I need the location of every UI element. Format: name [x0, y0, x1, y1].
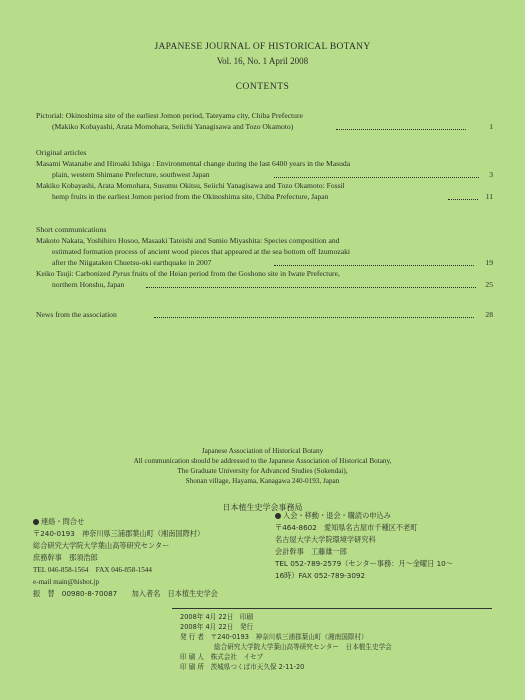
journal-title: JAPANESE JOURNAL OF HISTORICAL BOTANY [154, 42, 371, 52]
short2-title: fruits of the Heian period from the Goshono site in Iwate Prefecture, [130, 269, 340, 278]
pictorial-title: Okinoshima site of the earliest Jomon period, Tateyama city, Chiba Prefecture [63, 111, 303, 120]
short1-title-end: after the Niigataken Chuetsu-oki earthquake in 2007 [52, 258, 212, 267]
article1-title-end: plain, western Shimane Prefecture, southwest Japan [52, 170, 210, 179]
short1-line3 [36, 257, 491, 268]
membership-fax: 16時）FAX 052-789-3092 [275, 571, 366, 580]
pictorial-authors-line [36, 121, 491, 132]
toc-news [36, 309, 491, 320]
leader-dots [336, 129, 466, 130]
divider [172, 608, 492, 609]
contact-secretary: 庶務幹事 那須浩郎 [33, 553, 98, 562]
article1-page: 3 [489, 170, 493, 179]
article2-title-end: hemp fruits in the earliest Jomon period from the Okinoshima site, Chiba Prefecture, Japan [52, 192, 329, 201]
publisher-institution: 総合研究大学院大学葉山高等研究センター 日本植生史学会 [214, 643, 392, 651]
leader-dots [154, 317, 474, 318]
short1-line1: Makoto Nakata, Yoshihiro Hosoo, Masaaki Tateishi and Sumio Miyashita: Species composition and [36, 236, 340, 245]
association-line3: The Graduate University for Advanced Studies (Sokendai), [177, 467, 348, 475]
issue-date: 2008年 4月 22日 発行 [180, 623, 254, 631]
pictorial-authors: (Makiko Kobayashi, Arata Momohara, Seiichi Yanagisawa and Tozo Okamoto) [52, 122, 294, 131]
publisher: 発 行 者 〒240-0193 神奈川県三浦郡葉山町（湘南国際村） [180, 633, 368, 641]
pictorial-page: 1 [489, 122, 493, 131]
contact-email: e-mail main@hisbot.jp [33, 578, 100, 586]
association-line4: Shonan village, Hayama, Kanagawa 240-0193, Japan [185, 477, 340, 485]
original-heading: Original articles [36, 148, 87, 157]
news-label: News from the association [36, 310, 117, 319]
article2-page: 11 [485, 192, 493, 201]
association-name: Japanese Association of Historical Botany [201, 447, 324, 455]
article1-line1: Masami Watanabe and Hiroaki Ishiga : Environmental change during the last 6400 years in the Masuda [36, 159, 351, 168]
membership-heading: 入会・移動・退会・購読の申込み [283, 511, 391, 520]
article2-line2 [36, 191, 491, 202]
article2-line1: Makiko Kobayashi, Arata Momohara, Susumu Okitsu, Seiichi Yanagisawa and Tozo Okamoto: Fossil [36, 181, 345, 190]
short2-line1 [36, 268, 491, 279]
contact-heading: 連絡・問合せ [41, 517, 85, 526]
leader-dots [274, 265, 474, 266]
toc-short-communications [36, 224, 491, 290]
short1-page: 19 [485, 258, 493, 267]
toc-original-articles [36, 147, 491, 202]
article1-line2 [36, 169, 491, 180]
print-office: 印 刷 所 茨城県つくば市天久保 2-11-20 [180, 663, 305, 671]
pictorial-label: Pictorial: [36, 111, 64, 120]
news-line [36, 309, 491, 320]
office-heading: 日本植生史学会事務局 [222, 503, 303, 512]
imprint-block [180, 612, 510, 672]
print-date: 2008年 4月 22日 印刷 [180, 613, 254, 621]
leader-dots [274, 177, 479, 178]
short2-page: 25 [485, 280, 493, 289]
membership-postal: 〒464-8602 愛知県名古屋市千種区不老町 [275, 523, 418, 532]
membership-treasurer: 会計幹事 工藤雄一郎 [275, 547, 347, 556]
short2-title-end: northern Honshu, Japan [52, 280, 125, 289]
bullet-icon [33, 519, 39, 525]
contents-heading: CONTENTS [235, 82, 290, 92]
contact-institution: 総合研究大学院大学葉山高等研究センター [33, 541, 170, 550]
short1-line2: estimated formation process of ancient wood pieces that appeared at the sea bottom off Izumozaki [52, 247, 351, 256]
issue-line: Vol. 16, No. 1 April 2008 [216, 56, 309, 66]
news-page: 28 [485, 310, 493, 319]
leader-dots [146, 287, 476, 288]
printer: 印 刷 人 株式会社 イセブ [180, 653, 264, 661]
leader-dots [448, 199, 478, 200]
short-heading: Short communications [36, 225, 107, 234]
short2-author: Keiko Tsuji: Carbonized [36, 269, 113, 278]
association-address [0, 446, 525, 486]
short2-genus: Pyrus [112, 269, 131, 278]
contact-column [33, 516, 283, 600]
toc-pictorial [36, 110, 491, 132]
short2-line2 [36, 279, 491, 290]
association-line2: All communication should be addressed to the Japanese Association of Historical Botany, [133, 457, 392, 465]
membership-column [275, 510, 505, 582]
contact-phone: TEL 046-858-1564 FAX 046-858-1544 [33, 566, 152, 574]
bullet-icon [275, 513, 281, 519]
contact-transfer: 振 替 00980-8-70087 加入者名 日本植生史学会 [33, 589, 218, 598]
membership-phone: TEL 052-789-2579（センター事務：月〜金曜日 10〜 [275, 559, 453, 568]
membership-institution: 名古屋大学大学院環境学研究科 [275, 535, 376, 544]
contact-postal: 〒240-0193 神奈川県三浦郡葉山町（湘南国際村） [33, 529, 205, 538]
